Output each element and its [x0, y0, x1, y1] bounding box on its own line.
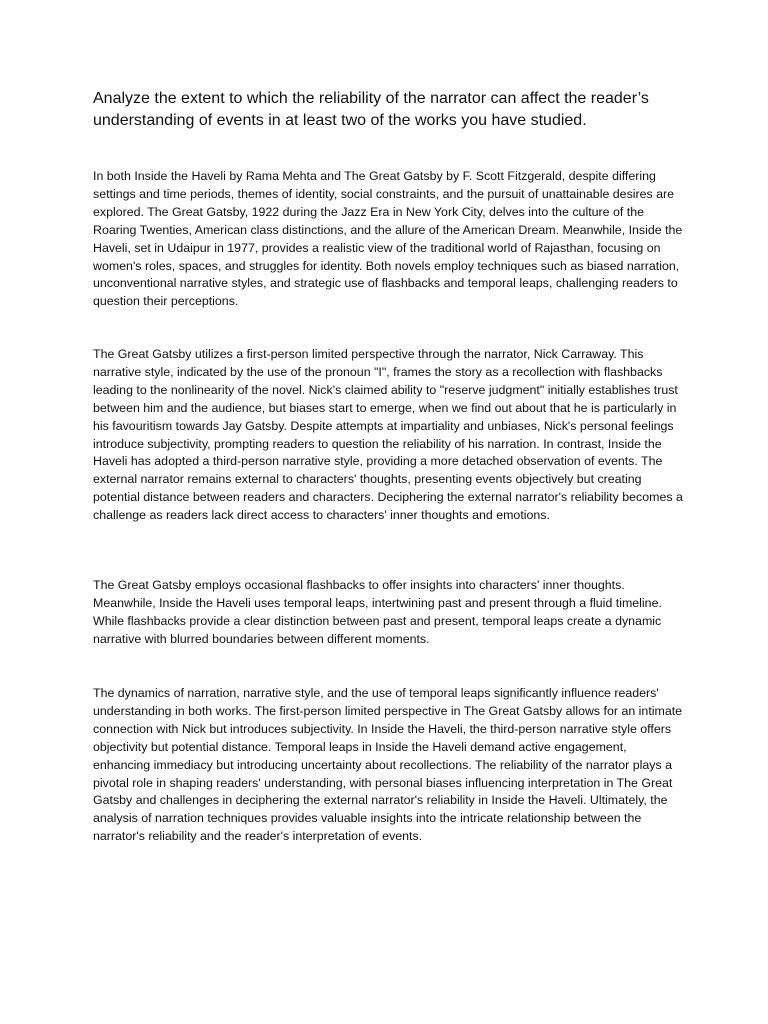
essay-question-title: Analyze the extent to which the reliability of the narrator can affect the reader’s understanding of events in at least two of the works you have studied. [93, 90, 649, 129]
paragraph-introduction: In both Inside the Haveli by Rama Mehta and The Great Gatsby by F. Scott Fitzgerald, despite differing settings and time periods, themes of identity, social constraints, and the pursuit of unattainable desires are explored. The Great Gatsby, 1922 during the Jazz Era in New York City, delves into the culture of the Roaring Twenties, American class distinctions, and the allure of the American Dream. Meanwhile, Inside the Haveli, set in Udaipur in 1977, provides a realistic view of the traditional world of Rajasthan, focusing on women's roles, spaces, and struggles for identity. Both novels employ techniques such as biased narration, unconventional narrative styles, and strategic use of flashbacks and temporal leaps, challenging readers to question their perceptions. [93, 169, 683, 309]
paragraph-conclusion: The dynamics of narration, narrative style, and the use of temporal leaps significantly influence readers' understanding in both works. The first-person limited perspective in The Great Gatsby allows for an intimate connection with Nick but introduces subjectivity. In Inside the Haveli, the third-person narrative style offers objectivity but potential distance. Temporal leaps in Inside the Haveli demand active engagement, enhancing immediacy but introducing uncertainty about recollections. The reliability of the narrator plays a pivotal role in shaping readers' understanding, with personal biases influencing interpretation in The Great Gatsby and challenges in deciphering the external narrator's reliability in Inside the Haveli. Ultimately, the analysis of narration techniques provides valuable insights into the intricate relationship between the narrator's reliability and the reader's interpretation of events. [93, 686, 683, 844]
paragraph-narrative-perspective: The Great Gatsby utilizes a first-person limited perspective through the narrator, Nick Carraway. This narrative style, indicated by the use of the pronoun "I", frames the story as a recollection with flashbacks leading to the nonlinearity of the novel. Nick's claimed ability to "reserve judgment" initially establishes trust between him and the audience, but biases start to emerge, when we find out about that he is particularly in his favouritism towards Jay Gatsby. Despite attempts at impartiality and unbiases, Nick's personal feelings introduce subjectivity, prompting readers to question the reliability of his narration. In contrast, Inside the Haveli has adopted a third-person narrative style, providing a more detached observation of events. The external narrator remains external to characters' thoughts, presenting events objectively but creating potential distance between readers and characters. Deciphering the external narrator's reliability becomes a challenge as readers lack direct access to characters' inner thoughts and emotions. [93, 347, 683, 523]
paragraph-flashbacks-temporal-leaps: The Great Gatsby employs occasional flashbacks to offer insights into characters' inner thoughts. Meanwhile, Inside the Haveli uses temporal leaps, intertwining past and present through a fluid timeline. While flashbacks provide a clear distinction between past and present, temporal leaps create a dynamic narrative with blurred boundaries between different moments. [93, 578, 662, 646]
